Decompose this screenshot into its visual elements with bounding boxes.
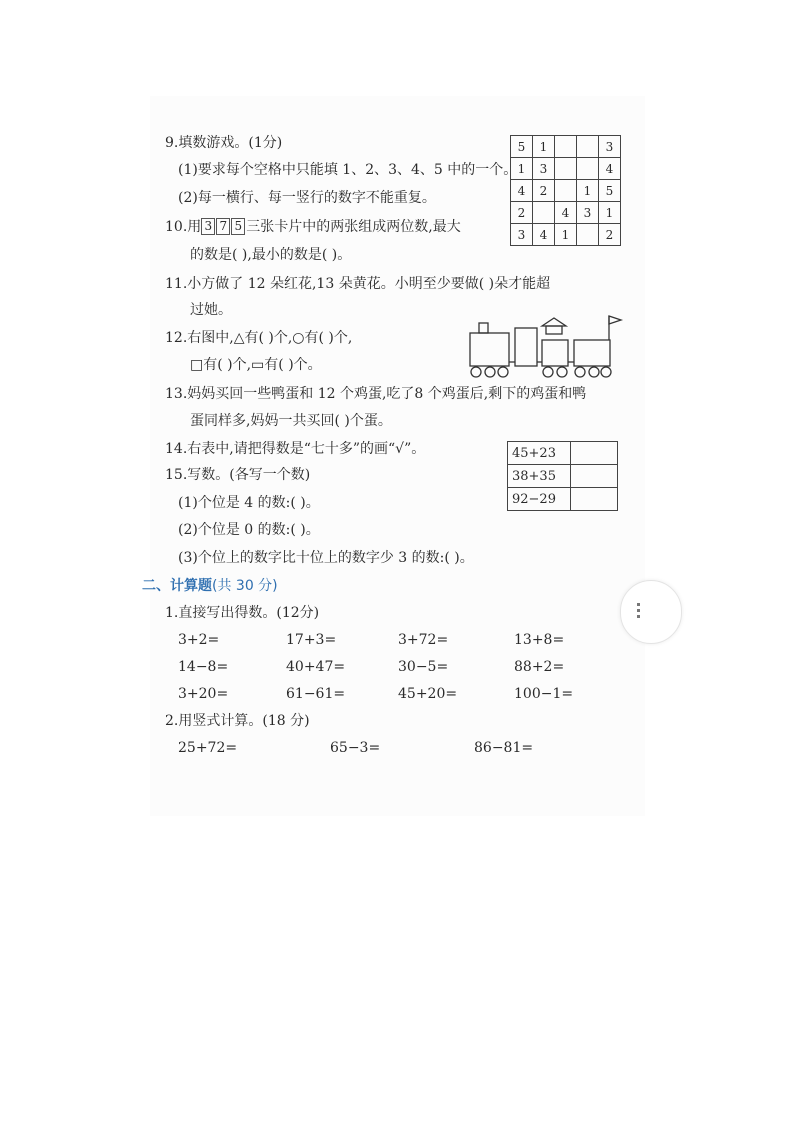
number-cards — [201, 218, 246, 236]
grid-cell[interactable]: 1 — [577, 180, 599, 202]
grid-cell[interactable] — [577, 136, 599, 158]
table-row — [508, 488, 618, 511]
table-expression: 38+35 — [508, 465, 571, 488]
grid-cell[interactable]: 1 — [511, 158, 533, 180]
grid-row — [511, 202, 621, 224]
number-card: 5 — [231, 218, 245, 235]
calc-item: 30−5= — [398, 659, 449, 675]
vertical-calc-item: 65−3= — [330, 740, 381, 756]
grid-cell[interactable] — [577, 224, 599, 246]
q13-line-2: 蛋同样多,妈妈一共买回( )个蛋。 — [190, 413, 392, 429]
grid-cell[interactable] — [533, 202, 555, 224]
table-row — [508, 442, 618, 465]
grid-row — [511, 158, 621, 180]
q14-text: 14.右表中,请把得数是“七十多”的画“√”。 — [165, 441, 426, 457]
check-cell[interactable] — [571, 465, 618, 488]
table-expression: 45+23 — [508, 442, 571, 465]
section-2-title: 二、计算题 — [142, 578, 212, 594]
grid-row — [511, 136, 621, 158]
q13-line-1: 13.妈妈买回一些鸭蛋和 12 个鸡蛋,吃了8 个鸡蛋后,剩下的鸡蛋和鸭 — [165, 386, 587, 402]
grid-cell[interactable]: 3 — [599, 136, 621, 158]
answer-table — [507, 441, 618, 511]
grid-cell[interactable] — [555, 136, 577, 158]
side-menu-handle[interactable] — [620, 580, 682, 644]
middle-car-rect — [542, 340, 568, 366]
number-grid — [510, 135, 621, 246]
calc-item: 45+20= — [398, 686, 458, 702]
small-rect — [546, 326, 562, 334]
dots-menu-icon — [637, 603, 642, 621]
vertical-calc-item: 25+72= — [178, 740, 238, 756]
grid-row — [511, 180, 621, 202]
triangle-roof — [542, 318, 566, 326]
q11-line-1: 11.小方做了 12 朵红花,13 朵黄花。小明至少要做( )朵才能超 — [165, 276, 551, 292]
flag-triangle — [609, 316, 621, 324]
wheel-circle — [543, 367, 553, 377]
grid-cell[interactable] — [555, 180, 577, 202]
train-picture — [466, 314, 626, 384]
grid-cell[interactable] — [577, 158, 599, 180]
q10-line-1 — [165, 218, 461, 236]
grid-cell[interactable]: 4 — [511, 180, 533, 202]
grid-cell[interactable]: 3 — [533, 158, 555, 180]
grid-cell[interactable]: 3 — [511, 224, 533, 246]
wheel-circle — [575, 367, 585, 377]
q9-rule-1: (1)要求每个空格中只能填 1、2、3、4、5 中的一个。 — [178, 162, 518, 178]
q10-suffix: 三张卡片中的两张组成两位数,最大 — [246, 219, 461, 235]
q15-part-2: (2)个位是 0 的数:( )。 — [178, 522, 320, 538]
number-card: 7 — [216, 218, 230, 235]
engine-rect — [470, 333, 509, 366]
grid-cell[interactable]: 5 — [511, 136, 533, 158]
table-row — [508, 465, 618, 488]
wheel-circle — [485, 367, 495, 377]
grid-cell[interactable]: 1 — [533, 136, 555, 158]
vertical-calc-item: 86−81= — [474, 740, 534, 756]
wheel-circle — [498, 367, 508, 377]
grid-cell[interactable] — [555, 158, 577, 180]
section-2-heading — [142, 577, 278, 595]
section-2-score: (共 30 分) — [212, 578, 278, 594]
wheel-circle — [601, 367, 611, 377]
grid-cell[interactable]: 1 — [555, 224, 577, 246]
chimney-rect — [479, 323, 488, 333]
number-card: 3 — [201, 218, 215, 235]
calc-item: 40+47= — [286, 659, 346, 675]
grid-cell[interactable]: 4 — [533, 224, 555, 246]
grid-cell[interactable]: 4 — [599, 158, 621, 180]
calc-item: 100−1= — [514, 686, 574, 702]
calc-item: 3+72= — [398, 632, 449, 648]
last-car-rect — [574, 340, 610, 366]
check-cell[interactable] — [571, 488, 618, 511]
table-expression: 92−29 — [508, 488, 571, 511]
q15-part-1: (1)个位是 4 的数:( )。 — [178, 495, 320, 511]
grid-cell[interactable]: 2 — [533, 180, 555, 202]
grid-cell[interactable]: 5 — [599, 180, 621, 202]
tall-car-rect — [515, 328, 537, 366]
q9-title: 9.填数游戏。(1分) — [165, 135, 283, 151]
calc-item: 17+3= — [286, 632, 337, 648]
wheel-circle — [557, 367, 567, 377]
check-cell[interactable] — [571, 442, 618, 465]
calc-item: 3+20= — [178, 686, 229, 702]
wheel-circle — [589, 367, 599, 377]
grid-cell[interactable]: 2 — [599, 224, 621, 246]
calc2-title: 2.用竖式计算。(18 分) — [165, 713, 310, 729]
q11-line-2: 过她。 — [190, 302, 232, 318]
calc-item: 61−61= — [286, 686, 346, 702]
grid-row — [511, 224, 621, 246]
q12-line-2: □有( )个,▭有( )个。 — [190, 357, 322, 373]
q15-part-3: (3)个位上的数字比十位上的数字少 3 的数:( )。 — [178, 550, 474, 566]
q15-title: 15.写数。(各写一个数) — [165, 467, 311, 483]
q12-line-1: 12.右图中,△有( )个,○有( )个, — [165, 330, 353, 346]
calc1-title: 1.直接写出得数。(12分) — [165, 605, 320, 621]
wheel-circle — [471, 367, 481, 377]
calc-item: 13+8= — [514, 632, 565, 648]
q9-rule-2: (2)每一横行、每一竖行的数字不能重复。 — [178, 190, 436, 206]
grid-cell[interactable]: 4 — [555, 202, 577, 224]
grid-cell[interactable]: 3 — [577, 202, 599, 224]
q10-prefix: 10.用 — [165, 219, 202, 235]
calc-item: 14−8= — [178, 659, 229, 675]
grid-cell[interactable]: 2 — [511, 202, 533, 224]
calc-item: 3+2= — [178, 632, 220, 648]
grid-cell[interactable]: 1 — [599, 202, 621, 224]
q10-line-2: 的数是( ),最小的数是( )。 — [190, 247, 352, 263]
calc-item: 88+2= — [514, 659, 565, 675]
